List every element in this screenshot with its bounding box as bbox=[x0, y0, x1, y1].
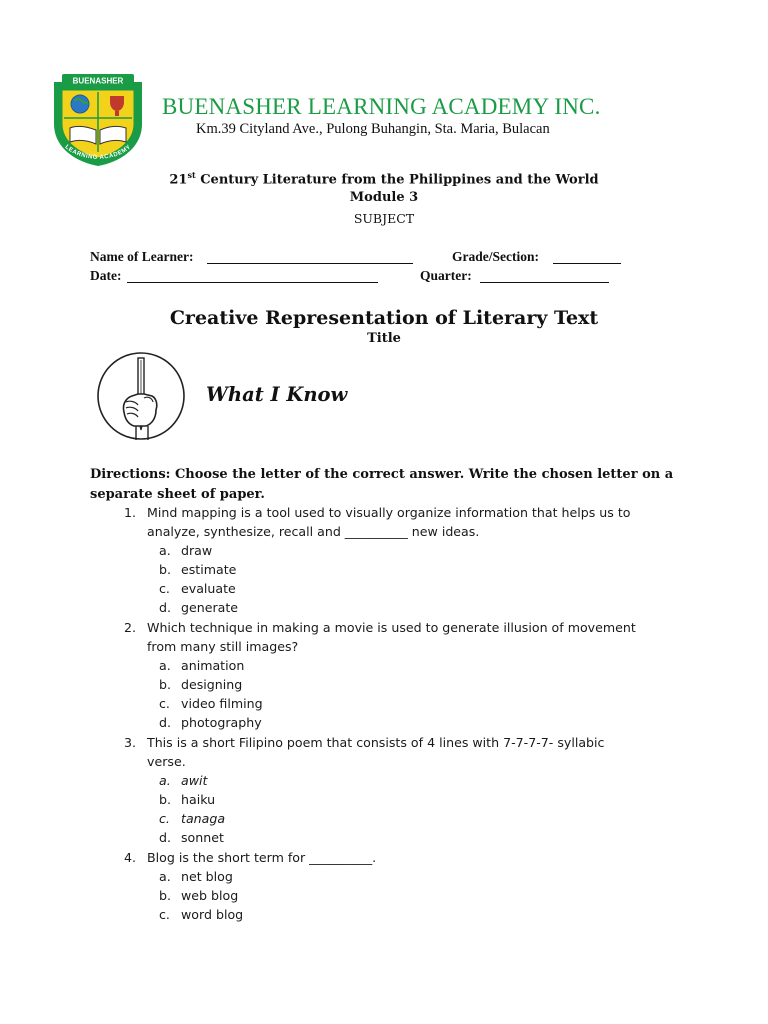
choice-letter: d. bbox=[159, 715, 171, 730]
name-of-learner-field[interactable] bbox=[207, 263, 413, 264]
question-text: Which technique in making a movie is used to generate illusion of movement bbox=[147, 620, 636, 635]
choice-letter: c. bbox=[159, 696, 170, 711]
school-logo-icon bbox=[44, 72, 152, 168]
module-label: Module 3 bbox=[349, 190, 419, 205]
grade-section-label: Grade/Section: bbox=[452, 249, 539, 264]
question-text: Blog is the short term for __________. bbox=[147, 850, 377, 865]
title-label: Title bbox=[367, 331, 401, 346]
choice-text: estimate bbox=[181, 562, 237, 577]
question-number: 3. bbox=[124, 735, 137, 750]
choice-letter: a. bbox=[159, 869, 171, 884]
subject-label: SUBJECT bbox=[353, 211, 415, 226]
choice-letter: b. bbox=[159, 562, 171, 577]
choice-text: designing bbox=[181, 677, 243, 692]
choice-letter: d. bbox=[159, 830, 171, 845]
choice-text: haiku bbox=[181, 792, 216, 807]
choice-text: net blog bbox=[181, 869, 233, 884]
question-number: 2. bbox=[124, 620, 137, 635]
choice-text: video filming bbox=[181, 696, 263, 711]
choice-text: web blog bbox=[181, 888, 239, 903]
date-field[interactable] bbox=[127, 282, 378, 283]
logo-top-text: BUENASHER bbox=[72, 76, 124, 86]
course-ordinal: st bbox=[187, 170, 196, 180]
course-prefix: 21 bbox=[169, 172, 188, 188]
choice-text: animation bbox=[181, 658, 245, 673]
question-number: 1. bbox=[124, 505, 137, 520]
question-text: from many still images? bbox=[147, 639, 299, 654]
school-name: BUENASHER LEARNING ACADEMY INC. bbox=[162, 94, 601, 119]
school-address: Km.39 Cityland Ave., Pulong Buhangin, Sta. Maria, Bulacan bbox=[196, 121, 550, 137]
choice-letter: a. bbox=[159, 658, 171, 673]
choice-letter: d. bbox=[159, 600, 171, 615]
question-text: analyze, synthesize, recall and __________ new ideas. bbox=[147, 524, 480, 539]
quarter-label: Quarter: bbox=[420, 268, 472, 283]
choice-text: word blog bbox=[181, 907, 244, 922]
choice-text: generate bbox=[181, 600, 239, 615]
directions-line-1: Directions: Choose the letter of the correct answer. Write the chosen letter on a bbox=[90, 467, 674, 482]
question-number: 4. bbox=[124, 850, 137, 865]
logo-bottom-text: LEARNING ACADEMY bbox=[63, 144, 133, 161]
section-heading: What I Know bbox=[206, 383, 348, 406]
question-text: Mind mapping is a tool used to visually organize information that helps us to bbox=[147, 505, 631, 520]
choice-letter: a. bbox=[159, 543, 171, 558]
quarter-field[interactable] bbox=[480, 282, 609, 283]
choice-text: evaluate bbox=[181, 581, 236, 596]
choice-text: photography bbox=[181, 715, 262, 730]
choice-text: awit bbox=[181, 773, 208, 788]
date-label: Date: bbox=[90, 268, 122, 283]
choice-letter: b. bbox=[159, 677, 171, 692]
choice-letter: c. bbox=[159, 811, 170, 826]
choice-letter: c. bbox=[159, 907, 170, 922]
directions bbox=[90, 465, 690, 504]
choice-letter: b. bbox=[159, 792, 171, 807]
choice-letter: c. bbox=[159, 581, 170, 596]
course-rest: Century Literature from the Philippines and the World bbox=[195, 172, 599, 188]
name-of-learner-label: Name of Learner: bbox=[90, 249, 194, 264]
choice-letter: b. bbox=[159, 888, 171, 903]
grade-section-field[interactable] bbox=[553, 263, 621, 264]
choice-text: tanaga bbox=[181, 811, 226, 826]
course-title bbox=[0, 170, 768, 187]
directions-line-2: separate sheet of paper. bbox=[90, 486, 265, 502]
question-text: verse. bbox=[147, 754, 186, 769]
choice-text: sonnet bbox=[181, 830, 224, 845]
choice-text: draw bbox=[181, 543, 213, 558]
choice-letter: a. bbox=[159, 773, 171, 788]
hand-holding-pencil-icon bbox=[96, 350, 186, 442]
lesson-title: Creative Representation of Literary Text bbox=[169, 307, 599, 329]
question-text: This is a short Filipino poem that consists of 4 lines with 7-7-7-7- syllabic bbox=[147, 735, 605, 750]
